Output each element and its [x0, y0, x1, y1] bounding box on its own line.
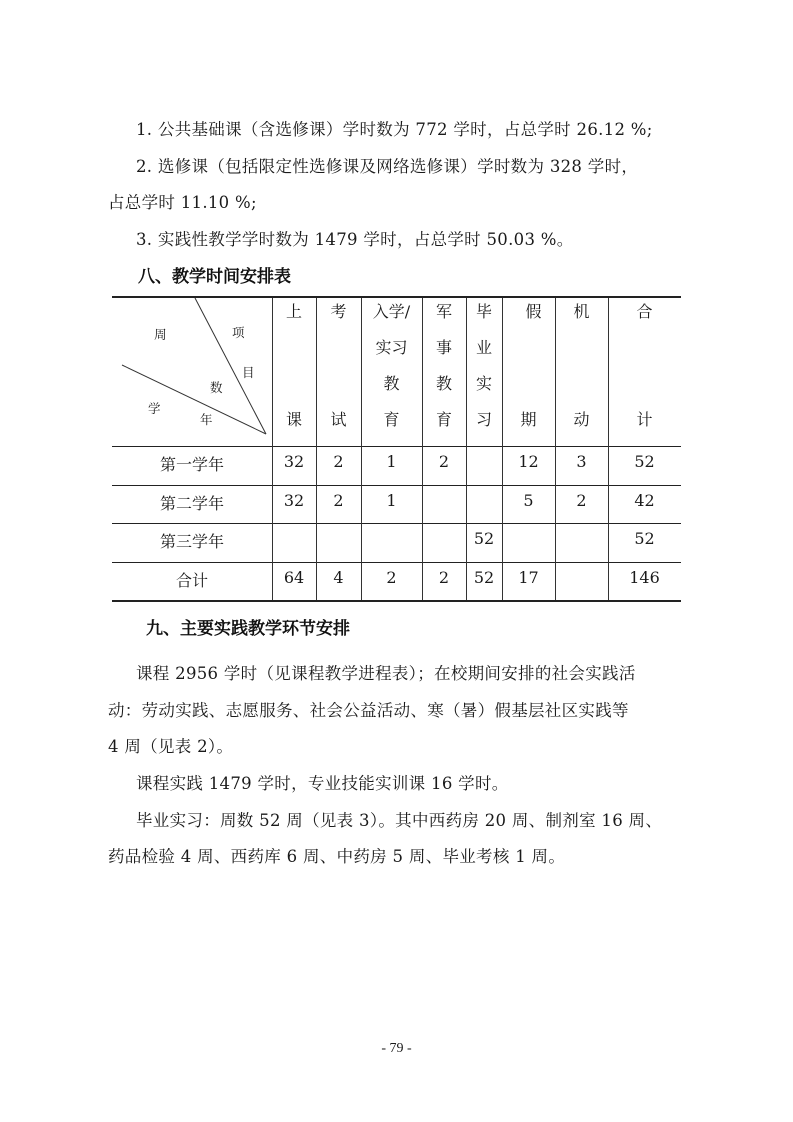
- table-cell: 2: [386, 568, 397, 587]
- header-line: 实: [475, 374, 492, 393]
- header-line: 上: [285, 302, 302, 321]
- table-cell: 5: [523, 491, 534, 510]
- header-line: 教: [435, 374, 452, 393]
- section-heading-practice-arrangement: 九、主要实践教学环节安排: [146, 619, 350, 639]
- header-line: 习: [475, 410, 492, 429]
- header-line: [316, 366, 361, 402]
- column-header-flexible: [555, 294, 608, 438]
- paragraph-elective-courses: 2. 选修课（包括限定性选修课及网络选修课）学时数为 328 学时，: [136, 157, 639, 176]
- table-cell: 42: [634, 491, 655, 510]
- column-header-exam: [316, 294, 361, 438]
- table-cell: 2: [438, 452, 450, 471]
- header-line: [272, 330, 316, 366]
- table-cell: 1: [386, 491, 397, 510]
- header-line: 期: [520, 410, 537, 429]
- column-header-graduation-internship: [466, 294, 502, 438]
- column-header-vacation: [502, 294, 555, 438]
- header-line: 军: [435, 302, 452, 321]
- header-line: [316, 330, 361, 366]
- header-line: 育: [383, 410, 400, 429]
- table-cell: 3: [576, 452, 587, 471]
- column-header-class: [272, 294, 316, 438]
- diagonal-label-item-2: 目: [242, 365, 255, 380]
- row-label: 第二学年: [159, 494, 224, 513]
- table-cell: 17: [518, 568, 539, 587]
- row-label: 合计: [175, 571, 208, 590]
- table-cell: 32: [283, 491, 305, 510]
- table-cell: 146: [629, 568, 660, 587]
- header-line: [502, 366, 555, 402]
- header-line: 事: [435, 338, 452, 357]
- diagonal-label-year: 年: [200, 412, 213, 427]
- diagonal-label-study: 学: [148, 401, 161, 416]
- paragraph-course-hours-cont: 动：劳动实践、志愿服务、社会公益活动、寒（暑）假基层社区实践等: [108, 701, 629, 720]
- row-label: 第一学年: [159, 455, 224, 474]
- paragraph-public-basic-courses: 1. 公共基础课（含选修课）学时数为 772 学时，占总学时 26.12 %;: [136, 120, 653, 139]
- diagonal-label-week: 周: [154, 327, 167, 342]
- page-number: - 79 -: [381, 1041, 412, 1056]
- header-line: 假: [525, 302, 542, 321]
- column-header-military-education: [422, 294, 466, 438]
- header-line: 机: [573, 302, 590, 321]
- header-line: 实习: [375, 338, 408, 357]
- column-header-entry-education: [361, 294, 422, 438]
- paragraph-course-hours-end: 4 周（见表 2）。: [108, 737, 234, 756]
- table-cell: 32: [283, 452, 305, 471]
- header-line: 考: [330, 302, 347, 321]
- table-cell: 4: [333, 568, 344, 587]
- table-cell: 52: [634, 529, 655, 548]
- table-cell: 52: [634, 452, 655, 471]
- table-cell: 2: [438, 568, 450, 587]
- table-cell: 2: [333, 452, 344, 471]
- header-line: 育: [435, 410, 452, 429]
- header-line: [608, 330, 681, 366]
- header-line: 试: [330, 410, 347, 429]
- header-line: 业: [475, 338, 492, 357]
- table-row-divider: [112, 523, 681, 524]
- header-line: [608, 366, 681, 402]
- header-line: 教: [383, 374, 400, 393]
- paragraph-course-practice: 课程实践 1479 学时，专业技能实训课 16 学时。: [136, 774, 509, 793]
- header-line: 计: [636, 410, 653, 429]
- column-header-total: [608, 294, 681, 438]
- table-cell: 2: [333, 491, 344, 510]
- paragraph-practical-teaching: 3. 实践性教学学时数为 1479 学时，占总学时 50.03 %。: [136, 230, 574, 249]
- paragraph-elective-courses-cont: 占总学时 11.10 %;: [108, 193, 257, 212]
- table-header-divider: [112, 446, 681, 447]
- table-cell: 52: [473, 568, 495, 587]
- header-line: 毕: [475, 302, 492, 321]
- table-cell: 12: [518, 452, 539, 471]
- header-line: [502, 330, 555, 366]
- table-cell: 1: [386, 452, 397, 471]
- teaching-time-table: [112, 296, 681, 602]
- table-cell: 64: [283, 568, 305, 587]
- row-label: 第三学年: [159, 532, 224, 551]
- paragraph-graduation-internship: 毕业实习：周数 52 周（见表 3）。其中西药房 20 周、制剂室 16 周、: [136, 811, 663, 830]
- header-line: [555, 366, 608, 402]
- header-line: 动: [573, 410, 590, 429]
- table-cell: 52: [473, 529, 495, 548]
- header-line: [555, 330, 608, 366]
- diagonal-label-number: 数: [210, 380, 223, 395]
- header-line: 合: [636, 302, 653, 321]
- section-heading-teaching-schedule: 八、教学时间安排表: [138, 267, 291, 287]
- diagonal-label-item-1: 项: [232, 325, 245, 340]
- paragraph-course-hours: 课程 2956 学时（见课程教学进程表）；在校期间安排的社会实践活: [136, 664, 636, 683]
- table-row-divider: [112, 485, 681, 486]
- header-line: 入学/: [372, 302, 411, 321]
- table-bottom-border: [112, 600, 681, 602]
- table-cell: 2: [576, 491, 587, 510]
- header-line: [272, 366, 316, 402]
- header-line: 课: [285, 410, 302, 429]
- paragraph-graduation-internship-cont: 药品检验 4 周、西药库 6 周、中药房 5 周、毕业考核 1 周。: [108, 847, 566, 866]
- table-row-divider: [112, 562, 681, 563]
